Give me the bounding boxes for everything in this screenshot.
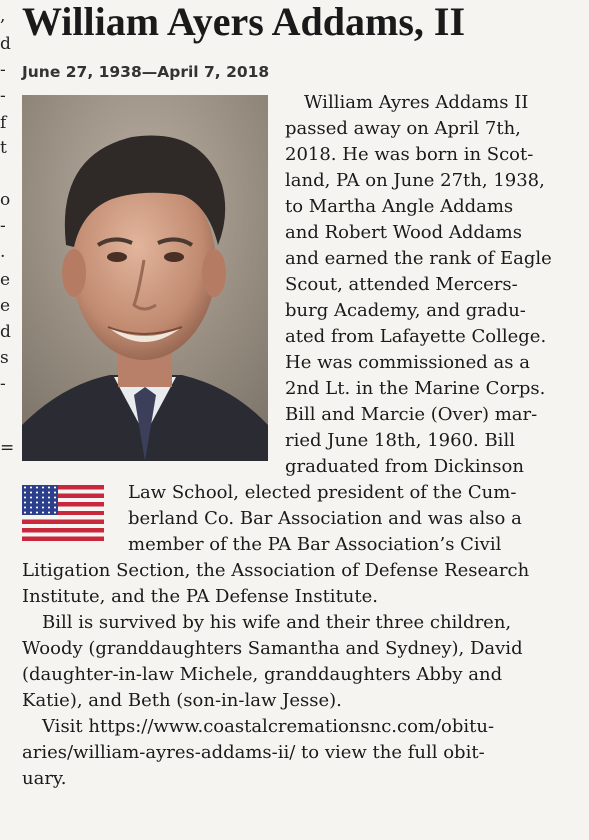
body-line: Bill is survived by his wife and their three children, [42,612,512,633]
body-line: Bill and Marcie (Over) mar- [285,404,538,425]
gutter-char: - [0,216,6,236]
gutter-char: d [0,322,11,342]
body-line: and Robert Wood Addams [285,222,522,243]
gutter-char: - [0,374,6,394]
body-line: Visit https://www.coastalcremationsnc.com/obitu- [42,716,495,737]
body-line: aries/william-ayres-addams-ii/ to view the full obit- [22,742,485,763]
gutter-char: d [0,34,11,54]
body-line: burg Academy, and gradu- [285,300,526,321]
body-line: passed away on April 7th, [285,118,521,139]
body-line: ated from Lafayette College. [285,326,547,347]
gutter-char: , [0,6,6,26]
gutter-char: t [0,138,7,158]
body-line: ried June 18th, 1960. Bill [285,430,515,451]
body-line: 2nd Lt. in the Marine Corps. [285,378,546,399]
gutter-char: = [0,438,15,458]
body-line: 2018. He was born in Scot- [285,144,534,165]
body-line: He was commissioned as a [285,352,530,373]
body-line: William Ayres Addams II [304,92,529,113]
gutter-char: f [0,113,7,133]
body-line: member of the PA Bar Association’s Civil [128,534,502,555]
body-line: Katie), and Beth (son-in-law Jesse). [22,690,342,711]
gutter-char: . [0,242,6,262]
body-line: Law School, elected president of the Cum- [128,482,517,503]
gutter-char: o [0,190,11,210]
obituary-headline: William Ayers Addams, II [22,0,466,44]
gutter-char: e [0,270,11,290]
body-line: graduated from Dickinson [285,456,524,477]
gutter-char: - [0,86,6,106]
body-line: and earned the rank of Eagle [285,248,552,269]
body-line: Litigation Section, the Association of Defense Research [22,560,530,581]
body-line: land, PA on June 27th, 1938, [285,170,545,191]
body-line: Woody (granddaughters Samantha and Sydney), David [22,638,523,659]
body-line: Institute, and the PA Defense Institute. [22,586,379,607]
gutter-char: s [0,348,9,368]
body-line: berland Co. Bar Association and was also a [128,508,522,529]
body-line: (daughter-in-law Michele, granddaughters Abby and [22,664,503,685]
gutter-char: - [0,60,6,80]
body-line: to Martha Angle Addams [285,196,514,217]
life-dates: June 27, 1938—April 7, 2018 [22,63,270,81]
body-line: uary. [22,768,67,789]
body-line: Scout, attended Mercers- [285,274,518,295]
gutter-char: e [0,296,11,316]
